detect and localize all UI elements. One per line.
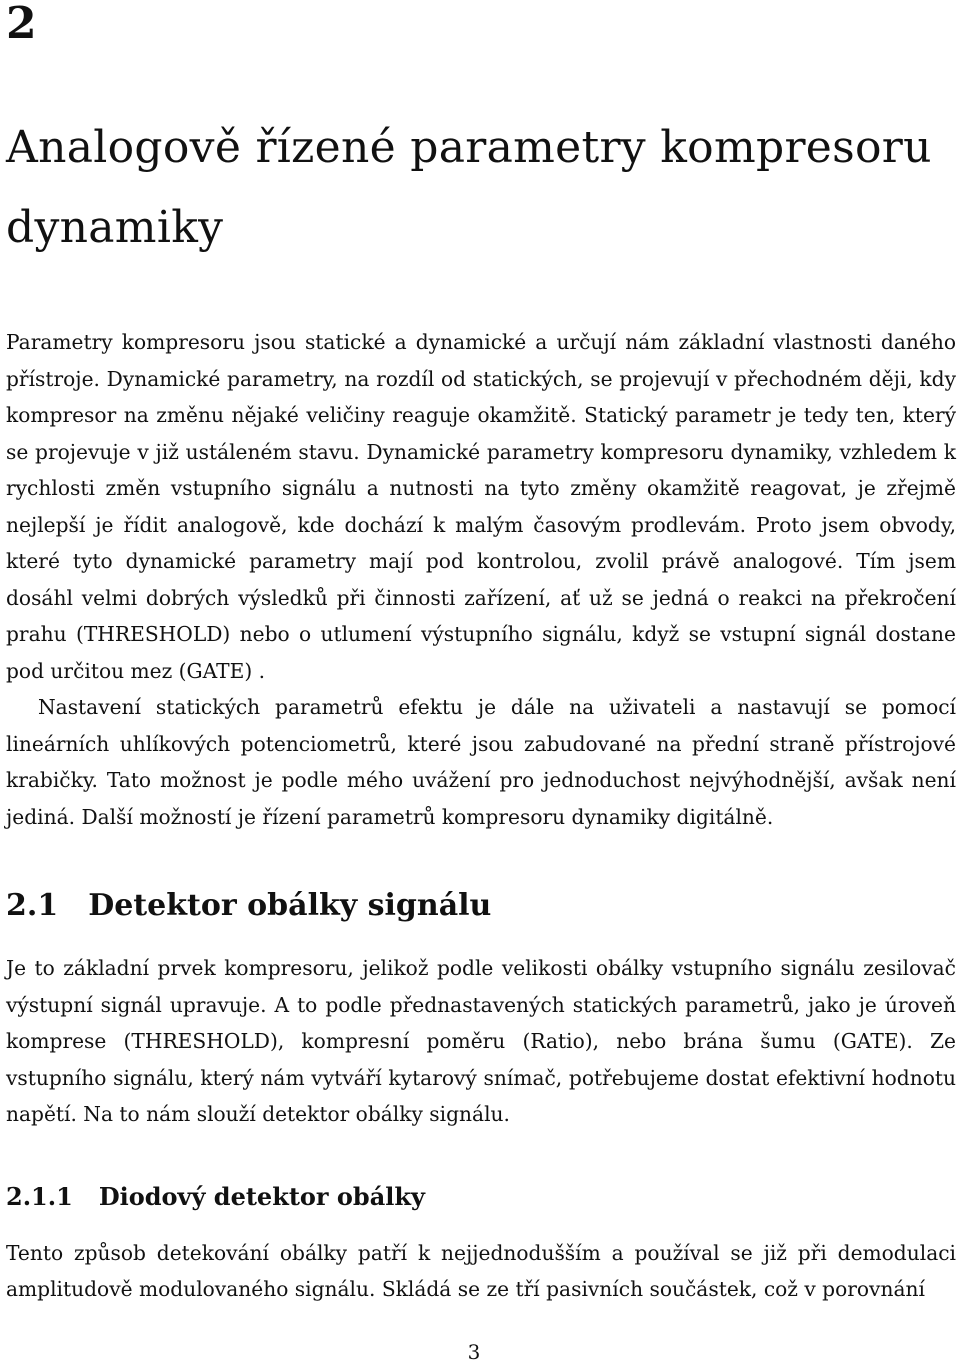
subsection-heading	[6, 1180, 956, 1214]
chapter-content	[6, 324, 956, 1308]
page-number: 3	[467, 1340, 481, 1364]
chapter-title: Analogově řízené parametry kompresoru dynamiky	[6, 122, 932, 253]
static-parameters-paragraph: Nastavení statických parametrů efektu je dále na uživateli a nastavují se pomocí lineárních uhlíkových potenciometrů, které jsou zabudované na přední straně přístrojové krabičky. Tato možnost je podle mého uvážení pro jednoduchost nejvýhodnější, avšak není jediná. Další možností je řízení parametrů kompresoru dynamiky digitálně.	[6, 695, 956, 829]
section-paragraph: Je to základní prvek kompresoru, jelikož podle velikosti obálky vstupního signálu zesilovač výstupní signál upravuje. A to podle přednastavených statických parametrů, jako je úroveň komprese (THRESHOLD), kompresní poměru (Ratio), nebo brána šumu (GATE). Ze vstupního signálu, který nám vytváří kytarový snímač, potřebujeme dostat efektivní hodnotu napětí. Na to nám slouží detektor obálky signálu.	[6, 956, 956, 1126]
section-heading	[6, 886, 956, 926]
intro-paragraph: Parametry kompresoru jsou statické a dynamické a určují nám základní vlastnosti daného přístroje. Dynamické parametry, na rozdíl od statických, se projevují v přechodném ději, kdy kompresor na změnu nějaké veličiny reaguje okamžitě. Statický parametr je tedy ten, který se projevuje v již ustáleném stavu. Dynamické parametry kompresoru dynamiky, vzhledem k rychlosti změn vstupního signálu a nutnosti na tyto změny okamžitě reagovat, je zřejmě nejlepší je řídit analogově, kde dochází k malým časovým prodlevám. Proto jsem obvody, které tyto dynamické parametry mají pod kontrolou, zvolil právě analogové. Tím jsem dosáhl velmi dobrých výsledků při činnosti zařízení, ať už se jedná o reakci na překročení prahu (THRESHOLD) nebo o utlumení výstupního signálu, když se vstupní signál dostane pod určitou mez (GATE) .	[6, 330, 956, 683]
section-number: 2.1	[6, 888, 59, 923]
section-title: Detektor obálky signálu	[88, 888, 492, 923]
subsection-number: 2.1.1	[6, 1181, 73, 1211]
subsection-title: Diodový detektor obálky	[98, 1181, 425, 1211]
subsection-paragraph: Tento způsob detekování obálky patří k nejjednodušším a používal se již při demodulaci amplitudově modulovaného signálu. Skládá se ze tří pasivních součástek, což v porovnání	[6, 1240, 956, 1301]
chapter-number: 2	[6, 0, 37, 49]
